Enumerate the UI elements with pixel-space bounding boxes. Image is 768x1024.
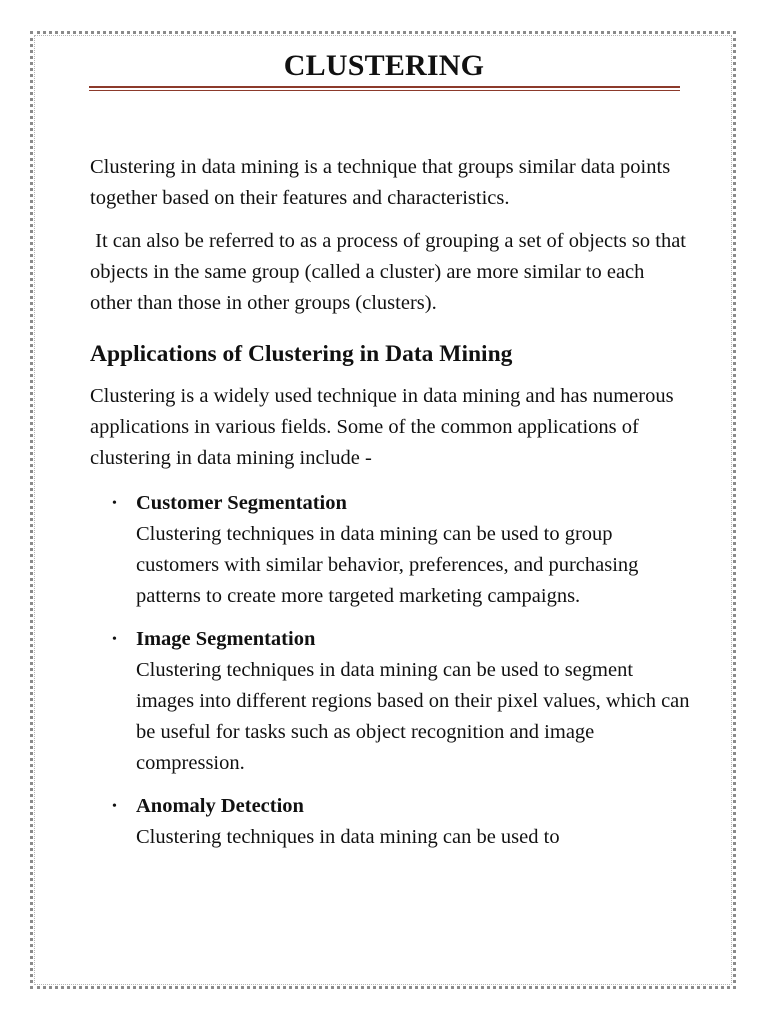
list-item-title: Anomaly Detection bbox=[136, 795, 304, 817]
list-item bbox=[90, 791, 690, 853]
list-item-description: Clustering techniques in data mining can be used to group customers with similar behavior, preferences, and purchasing patterns to create more targeted marketing campaigns. bbox=[136, 523, 639, 607]
list-item-description: Clustering techniques in data mining can be used to bbox=[136, 826, 560, 848]
list-item-title: Customer Segmentation bbox=[136, 492, 347, 514]
title-underline bbox=[89, 86, 680, 91]
list-item bbox=[90, 624, 690, 779]
document-body bbox=[90, 152, 690, 865]
applications-list bbox=[90, 488, 690, 853]
bullet-icon: • bbox=[112, 632, 117, 647]
list-item-description: Clustering techniques in data mining can be used to segment images into different regions based on their pixel values, which can be useful for tasks such as object recognition and image compression. bbox=[136, 659, 690, 774]
intro-paragraph-1: Clustering in data mining is a technique that groups similar data points together based on their features and characteristics. bbox=[90, 156, 671, 209]
list-item-title: Image Segmentation bbox=[136, 628, 316, 650]
bullet-icon: • bbox=[112, 799, 117, 814]
section-intro: Clustering is a widely used technique in data mining and has numerous applications in various fields. Some of the common applications of clustering in data mining include - bbox=[90, 385, 674, 469]
intro-paragraph-2: It can also be referred to as a process of grouping a set of objects so that objects in the same group (called a cluster) are more similar to each other than those in other groups (clusters). bbox=[90, 230, 692, 314]
page-title: CLUSTERING bbox=[283, 49, 485, 82]
bullet-icon: • bbox=[112, 496, 117, 511]
section-heading: Applications of Clustering in Data Mining bbox=[90, 341, 513, 367]
list-item bbox=[90, 488, 690, 612]
